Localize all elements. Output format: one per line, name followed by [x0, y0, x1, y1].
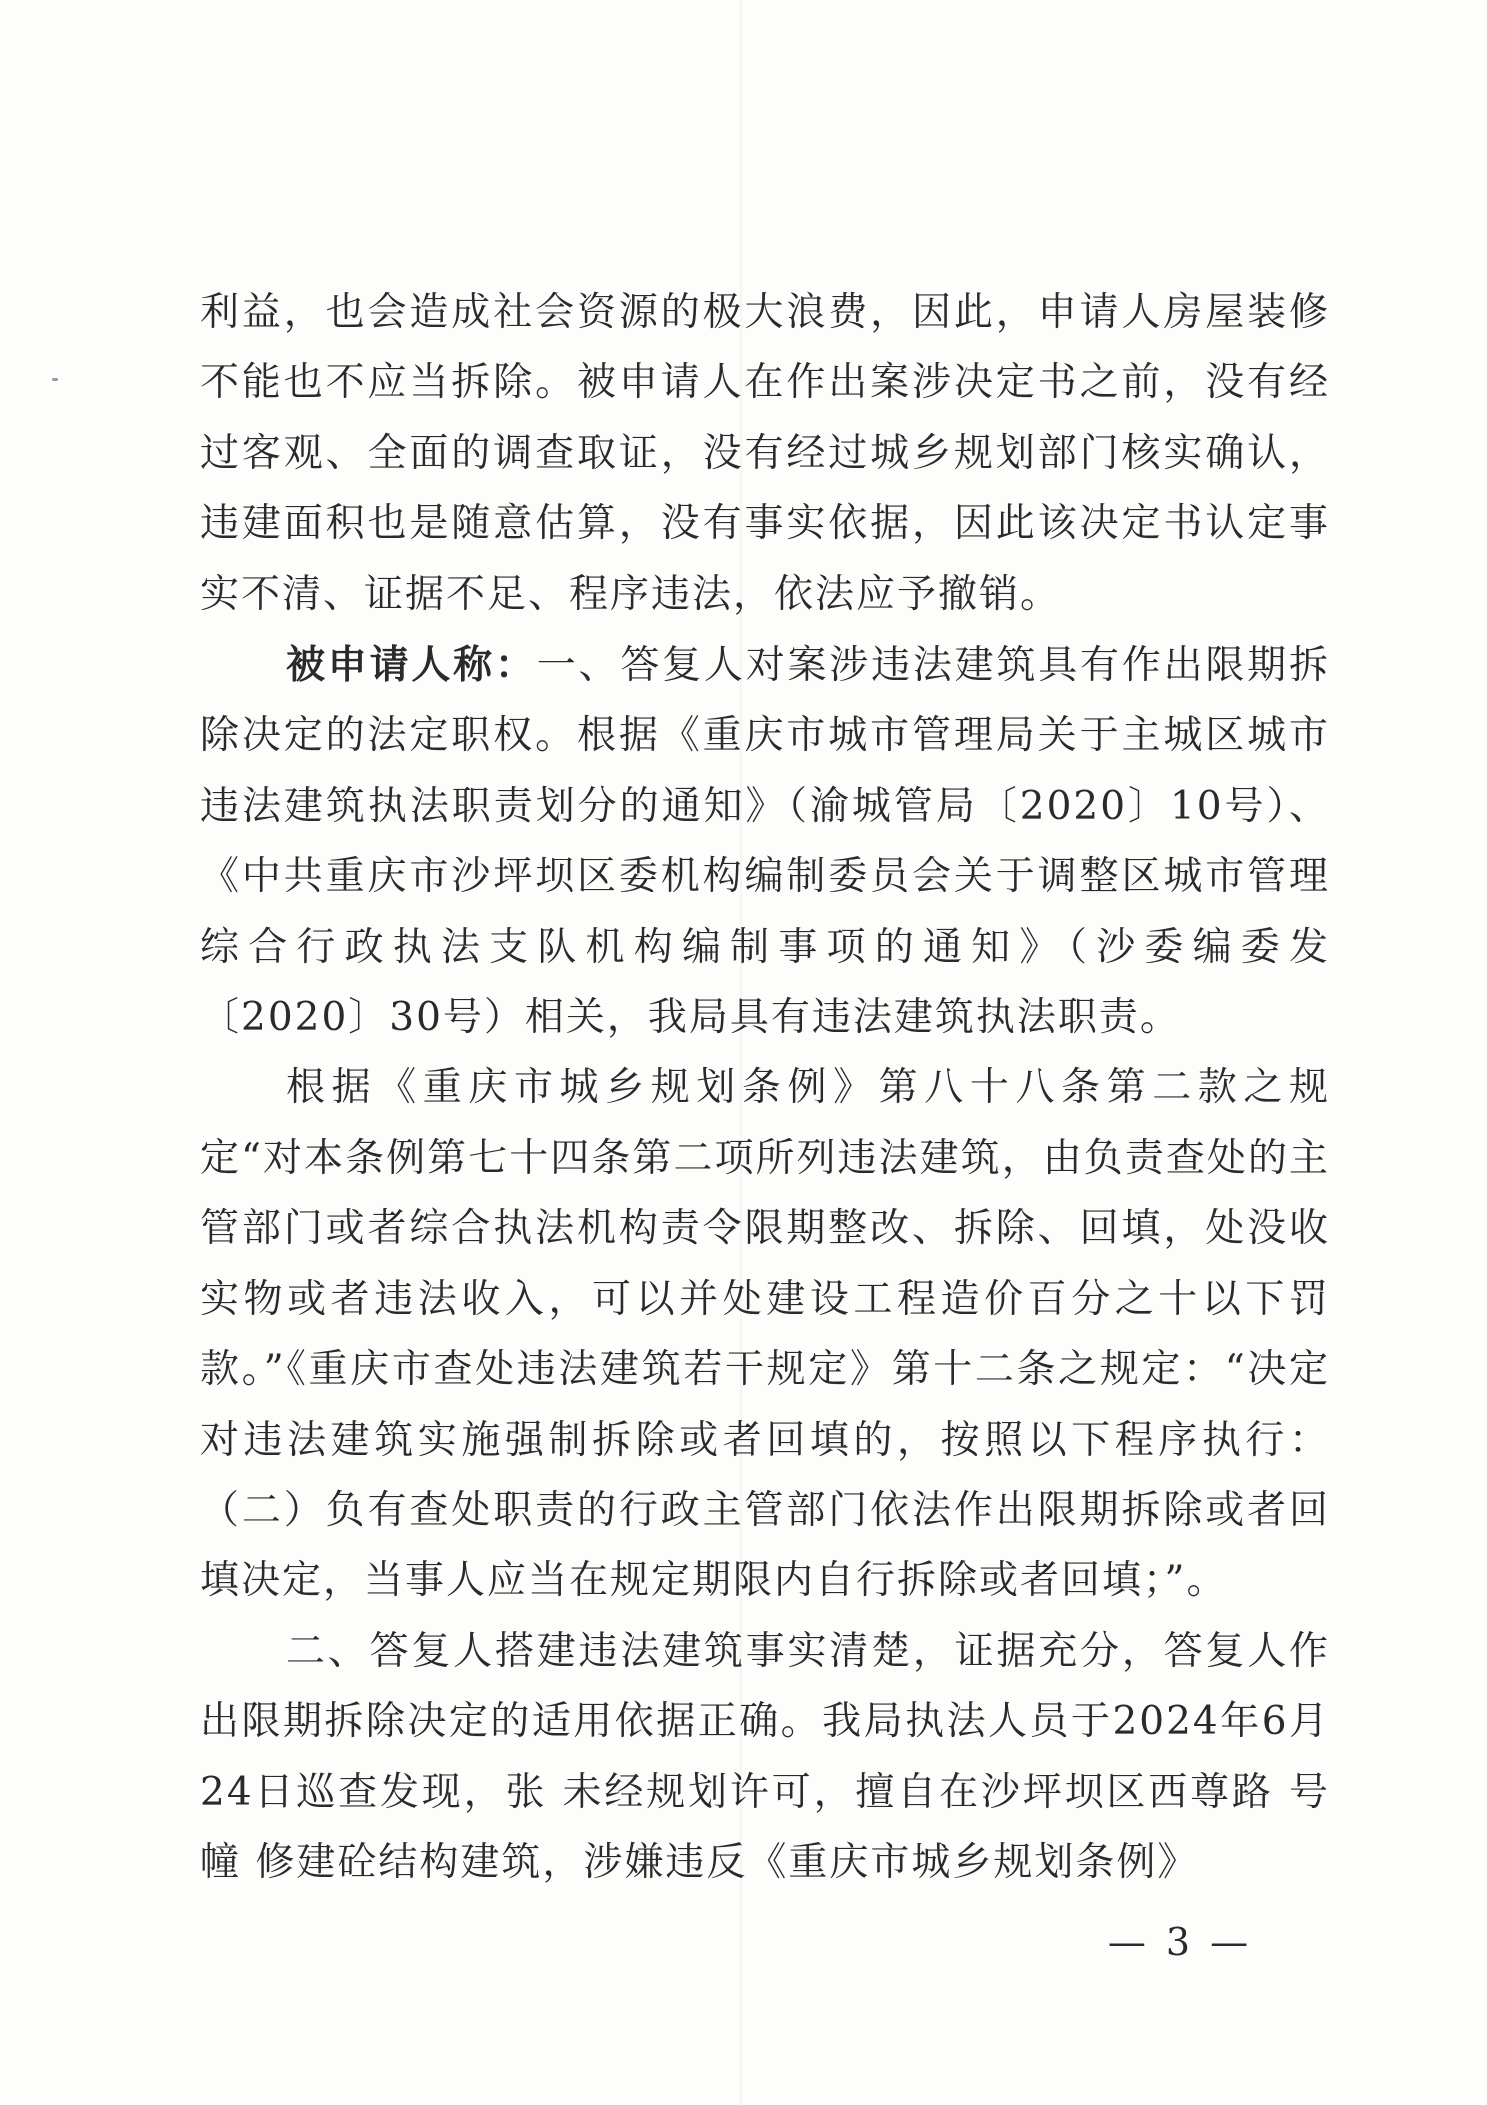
paragraph-text: 利益，也会造成社会资源的极大浪费，因此，申请人房屋装修不能也不应当拆除。被申请人在作出案涉决定书之前，没有经过客观、全面的调查取证，没有经过城乡规划部门核实确认，违建面积也是随意估算，没有事实依据，因此该决定书认定事实不清、证据不足、程序违法，依法应予撤销。 [200, 290, 1330, 617]
page-number: — 3 — [1107, 1920, 1253, 1964]
respondent-label: 被申请人称： [286, 642, 537, 689]
paragraph-text: 根据《重庆市城乡规划条例》第八十八条第二款之规定“对本条例第七十四条第二项所列违法建筑，由负责查处的主管部门或者综合执法机构责令限期整改、拆除、回填，处没收实物或者违法收入，可以并处建设工程造价百分之十以下罚款。”《重庆市查处违法建筑若干规定》第十二条之规定：“决定对违法建筑实施强制拆除或者回填的，按照以下程序执行：（二）负有查处职责的行政主管部门依法作出限期拆除或者回填决定，当事人应当在规定期限内自行拆除或者回填；”。 [200, 1065, 1330, 1604]
scan-speck [52, 378, 58, 381]
document-body [200, 278, 1330, 1898]
paragraph-text: 二、答复人搭建违法建筑事实清楚，证据充分，答复人作出限期拆除决定的适用依据正确。我局执法人员于2024年6月24日巡查发现，张 未经规划许可，擅自在沙坪坝区西尊路 号 幢 修建砼结构建筑，涉嫌违反《重庆市城乡规划条例》 [200, 1628, 1330, 1885]
paragraph-respondent-statement [200, 630, 1330, 1053]
paragraph-facts-clear [200, 1617, 1330, 1899]
paragraph-continuation [200, 278, 1330, 630]
paragraph-legal-basis [200, 1053, 1330, 1616]
paragraph-text: 一、答复人对案涉违法建筑具有作出限期拆除决定的法定职权。根据《重庆市城市管理局关于主城区城市违法建筑执法职责划分的通知》（渝城管局〔2020〕10号）、《中共重庆市沙坪坝区委机构编制委员会关于调整区城市管理综合行政执法支队机构编制事项的通知》（沙委编委发〔2020〕30号）相关，我局具有违法建筑执法职责。 [200, 643, 1330, 1041]
